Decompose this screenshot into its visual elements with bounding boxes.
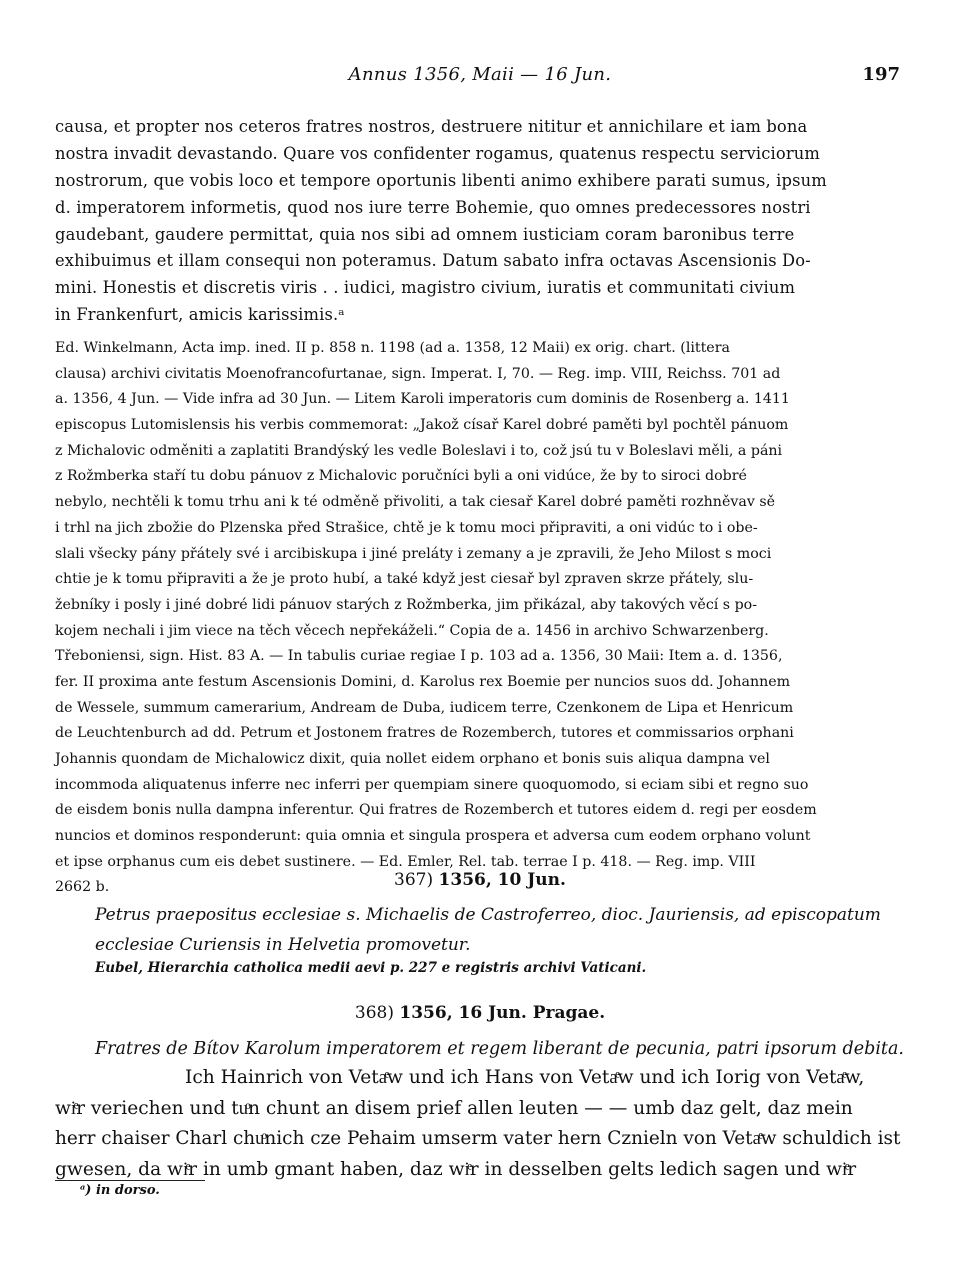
note-line: z Rožmberka staří tu dobu pánuov z Michalovic poručníci byli a oni vidúce, že by to siroci dobré xyxy=(55,468,747,485)
entry-heading-368 xyxy=(0,1003,960,1023)
note-line: incommoda aliquatenus inferre nec inferri per quempiam sinere quoquomodo, si eciam sibi et regno suo xyxy=(55,776,809,793)
note-line: 2662 b. xyxy=(55,879,110,896)
entry-date: 1356, 16 Jun. Pragae. xyxy=(399,1003,606,1023)
text-line: in Frankenfurt, amicis karissimis.ᵃ xyxy=(55,305,345,325)
note-line: Ed. Winkelmann, Acta imp. ined. II p. 858 n. 1198 (ad a. 1358, 12 Maii) ex orig. chart. (littera xyxy=(55,340,730,356)
note-line: de Wessele, summum camerarium, Andream de Duba, iudicem terre, Czenkonem de Lipa et Henricum xyxy=(55,699,794,716)
note-line: de Leuchtenburch ad dd. Petrum et Jostonem fratres de Rozemberch, tutores et commissarios orphani xyxy=(55,725,794,742)
note-line: slali všecky pány přátely své i arcibiskupa i jiné preláty i zemany a je zpravili, že Jeho Milost s moci xyxy=(55,545,772,562)
text-line: wiͤr veriechen und tuͦn chunt an disem prief allen leuten — — umb daz gelt, daz mein xyxy=(55,1097,853,1119)
note-line: Johannis quondam de Michalowicz dixit, quia nollet eidem orphano et bonis suis aliqua dampna vel xyxy=(55,751,770,767)
text-line: gaudebant, gaudere permittat, quia nos sibi ad omnem iusticiam coram baronibus terre xyxy=(55,224,795,244)
note-line: et ipse orphanus cum eis debet sustinere. — Ed. Emler, Rel. tab. terrae I p. 418. — Reg. imp. VIII xyxy=(55,853,756,870)
text-line: Ich Hainrich von Vetaͤw und ich Hans von Vetaͤw und ich Iorig von Vetaͤw, xyxy=(185,1067,865,1088)
text-line: mini. Honestis et discretis viris . . iudici, magistro civium, iuratis et communitati civium xyxy=(55,278,796,298)
editorial-notes xyxy=(55,336,905,901)
regest-368: Fratres de Bítov Karolum imperatorem et regem liberant de pecunia, patri ipsorum debita. xyxy=(95,1039,904,1059)
note-line: žebníky i posly i jiné dobré lidi pánuov starých z Rožmberka, jim přikázal, aby takových věcí s po- xyxy=(55,596,758,613)
text-line: causa, et propter nos ceteros fratres nostros, destruere nititur et annichilare et iam bona xyxy=(55,117,808,136)
footnote-divider xyxy=(55,1180,205,1181)
note-line: i trhl na jich zbožie do Plzenska před Strašice, chtě je k tomu moci připraviti, a oni vidúc to i obe- xyxy=(55,519,758,536)
entry-heading-367 xyxy=(0,870,960,890)
note-line: z Michalovic odměniti a zaplatiti Brandýský les vedle Boleslavi i to, což jsú tu v Boleslavi měli, a páni xyxy=(55,442,783,459)
note-line: kojem nechali i jim viece na těch věcech nepřekáželi.“ Copia de a. 1456 in archivo Schwarzenberg. xyxy=(55,622,769,639)
regest-line: ecclesiae Curiensis in Helvetia promovetur. xyxy=(95,935,471,955)
entry-number: 367) xyxy=(394,870,434,890)
text-line: exhibuimus et illam consequi non poteramus. Datum sabato infra octavas Ascensionis Do- xyxy=(55,251,811,271)
entry-date: 1356, 10 Jun. xyxy=(438,870,566,890)
note-line: episcopus Lutomislensis his verbis commemorat: „Jakož císař Karel dobré paměti byl pochtěl pánuom xyxy=(55,417,789,434)
text-line: herr chaiser Charl chuͦnich cze Pehaim umserm vater hern Cznieln von Vetaͤw schuldich ist xyxy=(55,1128,901,1149)
text-line: nostra invadit devastando. Quare vos confidenter rogamus, quatenus respectu serviciorum xyxy=(55,143,820,163)
page-number: 197 xyxy=(862,64,900,85)
footnote: ᵃ) in dorso. xyxy=(80,1183,160,1198)
note-line: clausa) archivi civitatis Moenofrancofurtanae, sign. Imperat. I, 70. — Reg. imp. VIII, Reichss. 701 ad xyxy=(55,365,781,382)
note-line: chtie je k tomu připraviti a že je proto hubí, a také když jest ciesař byl zpraven skrze přátely, slu- xyxy=(55,571,754,588)
letter-text-continuation xyxy=(55,114,905,329)
regest-367 xyxy=(95,900,905,960)
text-line: d. imperatorem informetis, quod nos iure terre Bohemie, quo omnes predecessores nostri xyxy=(55,197,811,217)
text-line: nostrorum, que vobis loco et tempore oportunis libenti animo exhibere parati sumus, ipsum xyxy=(55,170,827,190)
note-line: Třeboniensi, sign. Hist. 83 A. — In tabulis curiae regiae I p. 103 ad a. 1356, 30 Maii: Item a. d. 1356, xyxy=(55,648,783,665)
entry-number: 368) xyxy=(354,1003,394,1023)
note-line: a. 1356, 4 Jun. — Vide infra ad 30 Jun. — Litem Karoli imperatoris cum dominis de Rosenberg a. 1411 xyxy=(55,391,790,408)
note-line: fer. II proxima ante festum Ascensionis Domini, d. Karolus rex Boemie per nuncios suos dd. Johannem xyxy=(55,673,791,690)
regest-line: Petrus praepositus ecclesiae s. Michaelis de Castroferreo, dioc. Jauriensis, ad episcopatum xyxy=(95,905,881,925)
charter-text-368 xyxy=(55,1063,905,1185)
note-line: de eisdem bonis nulla dampna inferentur. Qui fratres de Rozemberch et tutores eidem d. regi per eosdem xyxy=(55,802,817,819)
source-note-367: Eubel, Hierarchia catholica medii aevi p. 227 e registris archivi Vaticani. xyxy=(95,960,647,976)
note-line: nuncios et dominos responderunt: quia omnia et singula prospera et adversa cum eodem orphano volunt xyxy=(55,828,811,845)
text-line: gwesen, da wiͤr in umb gmant haben, daz wiͤr in desselben gelts ledich sagen und wiͤr xyxy=(55,1158,857,1180)
running-title: Annus 1356, Maii — 16 Jun. xyxy=(348,64,612,85)
note-line: nebylo, nechtěli k tomu trhu ani k té odměně přivoliti, a tak ciesař Karel dobré paměti rozhněvav sě xyxy=(55,494,776,511)
